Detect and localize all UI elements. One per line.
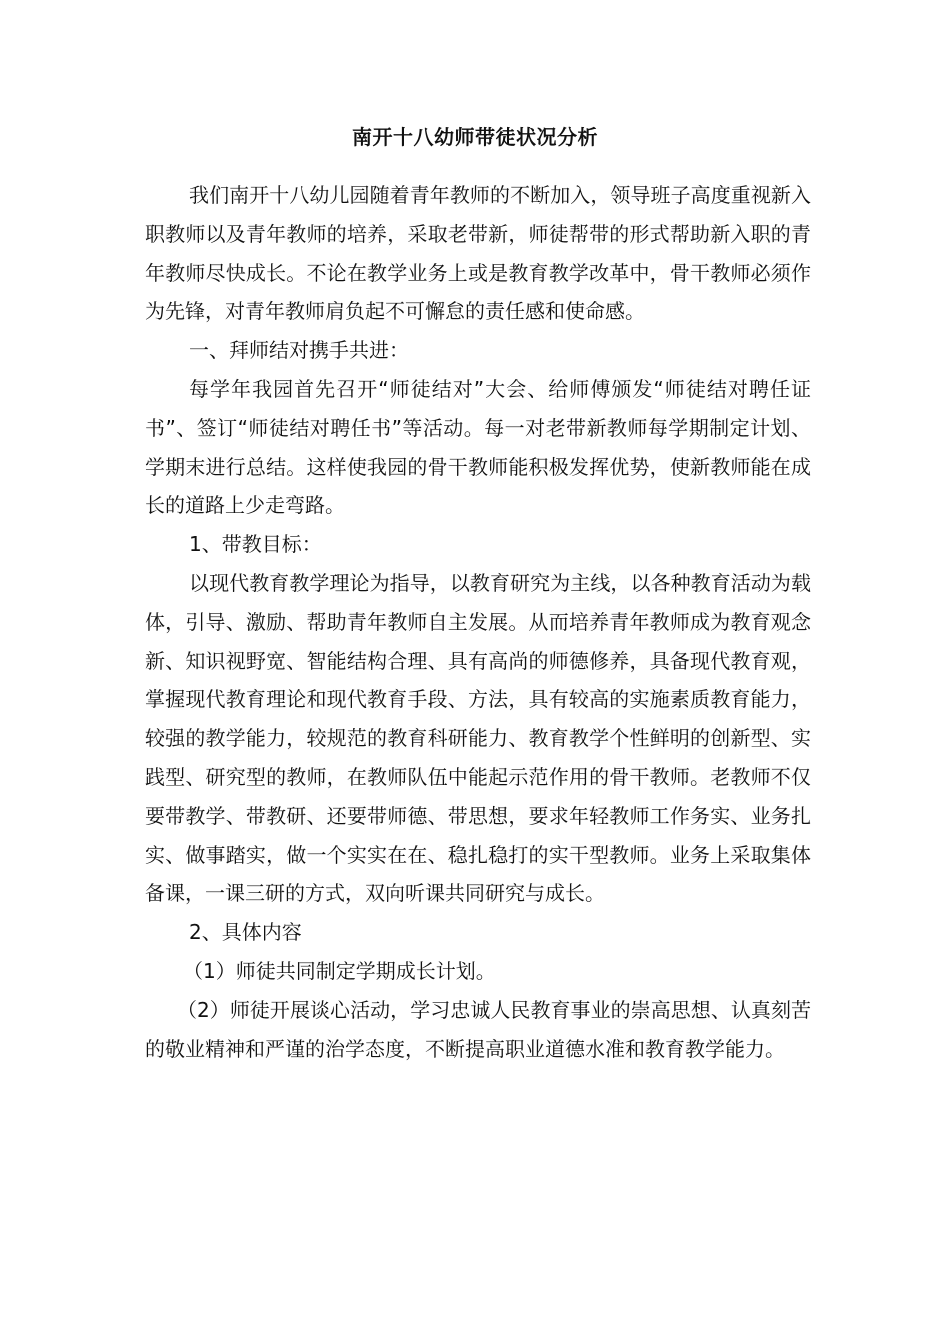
content-item-2: （2）师徒开展谈心活动，学习忠诚人民教育事业的崇高思想、认真刻苦的敬业精神和严谨的治学态度，不断提高职业道德水准和教育教学能力。 [145, 997, 811, 1061]
goals-paragraph: 以现代教育教学理论为指导，以教育研究为主线，以各种教育活动为载体，引导、激励、帮助青年教师自主发展。从而培养青年教师成为教育观念新、知识视野宽、智能结构合理、具有高尚的师德修养，具备现代教育观，掌握现代教育理论和现代教育手段、方法，具有较高的实施素质教育能力，较强的教学能力，较规范的教育科研能力、教育教学个性鲜明的创新型、实践型、研究型的教师，在教师队伍中能起示范作用的骨干教师。老教师不仅要带教学、带教研、还要带师德、带思想，要求年轻教师工作务实、业务扎实、做事踏实，做一个实实在在、稳扎稳打的实干型教师。业务上采取集体备课，一课三研的方式，双向听课共同研究与成长。 [145, 570, 811, 906]
intro-paragraph: 我们南开十八幼儿园随着青年教师的不断加入，领导班子高度重视新入职教师以及青年教师的培养，采取老带新，师徒帮带的形式帮助新入职的青年教师尽快成长。不论在教学业务上或是教育教学改革中，骨干教师必须作为先锋，对青年教师肩负起不可懈怠的责任感和使命感。 [145, 183, 811, 324]
document-body [145, 176, 811, 1068]
document-title: 南开十八幼师带徒状况分析 [352, 125, 598, 149]
subheading-goals: 1、带教目标： [189, 532, 322, 557]
pairing-paragraph: 每学年我园首先召开“师徒结对”大会、给师傅颁发“师徒结对聘任证书”、签订“师徒结对聘任书”等活动。每一对老带新教师每学期制定计划、学期末进行总结。这样使我园的骨干教师能积极发挥优势，使新教师能在成长的道路上少走弯路。 [145, 376, 811, 518]
content-item-1: （1）师徒共同制定学期成长计划。 [183, 958, 496, 983]
subheading-content: 2、具体内容 [189, 920, 302, 945]
section-heading-pairing: 一、拜师结对携手共进： [189, 338, 409, 363]
